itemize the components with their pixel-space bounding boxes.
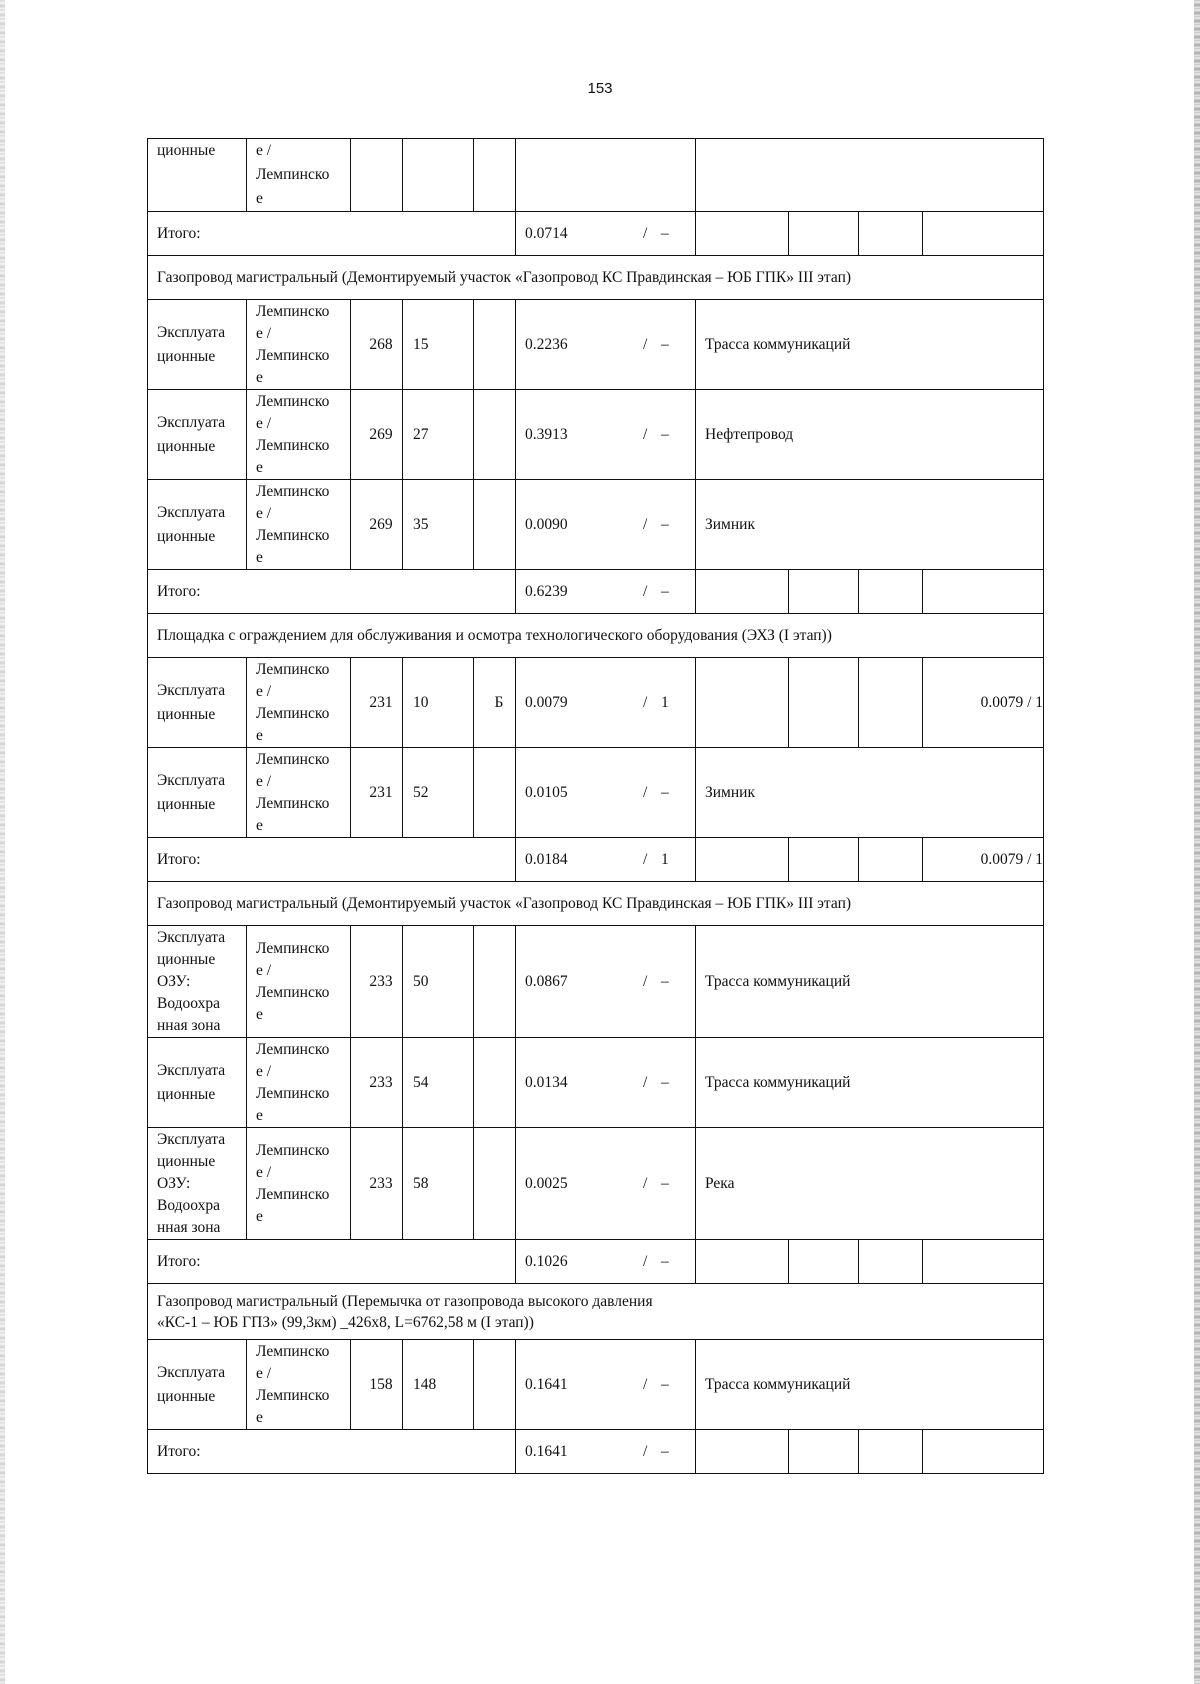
data-row	[148, 658, 1044, 748]
row-category: Эксплуата ционные	[148, 1038, 247, 1128]
area-secondary: –	[661, 224, 669, 242]
area-secondary: 1	[661, 850, 669, 868]
row-purpose: Нефтепровод	[696, 390, 1044, 480]
row-category: Эксплуата ционные	[148, 480, 247, 570]
row-field: Лемпинско е / Лемпинско е	[247, 658, 351, 748]
row-field: Лемпинско е / Лемпинско е	[247, 1340, 351, 1430]
data-row	[148, 480, 1044, 570]
area-cell	[516, 1340, 696, 1430]
area-value: 0.0184	[525, 850, 568, 868]
total-label: Итого:	[148, 212, 516, 256]
plot-number: 58	[403, 1128, 474, 1240]
row-purpose: Трасса коммуникаций	[696, 1038, 1044, 1128]
cadastral-quarter: 268	[351, 300, 403, 390]
area-separator: /	[643, 224, 648, 242]
area-secondary: –	[661, 515, 669, 533]
area-cell	[516, 926, 696, 1038]
row-category: Эксплуата ционные	[148, 658, 247, 748]
total-empty-2	[789, 838, 859, 882]
area-wrap	[525, 1250, 695, 1274]
area-separator: /	[643, 972, 648, 990]
data-row	[148, 1340, 1044, 1430]
total-rhs	[923, 1240, 1044, 1284]
area-wrap	[525, 970, 695, 994]
area-secondary: –	[661, 972, 669, 990]
area-cell	[516, 300, 696, 390]
row-category: ционные	[148, 139, 247, 212]
row-category: Эксплуата ционные	[148, 1340, 247, 1430]
area-wrap	[525, 1440, 695, 1464]
area-wrap	[525, 848, 695, 872]
area-secondary: –	[661, 1073, 669, 1091]
total-empty-3	[859, 838, 923, 882]
area-wrap	[525, 1071, 695, 1095]
area-value: 0.2236	[525, 335, 568, 353]
plot-letter	[474, 390, 516, 480]
area-wrap	[525, 333, 695, 357]
cadastral-quarter: 233	[351, 926, 403, 1038]
total-label: Итого:	[148, 1430, 516, 1474]
row-field: Лемпинско е / Лемпинско е	[247, 748, 351, 838]
area-wrap	[525, 222, 695, 246]
continued-row	[148, 139, 1044, 212]
plot-number: 148	[403, 1340, 474, 1430]
area-separator: /	[643, 693, 648, 711]
area-wrap	[525, 1373, 695, 1397]
total-label: Итого:	[148, 570, 516, 614]
total-rhs: 0.0079 / 1	[923, 838, 1044, 882]
total-rhs	[923, 212, 1044, 256]
row-purpose: Трасса коммуникаций	[696, 1340, 1044, 1430]
row-num1	[351, 139, 403, 212]
area-wrap	[525, 691, 695, 715]
area-separator: /	[643, 515, 648, 533]
area-secondary: –	[661, 425, 669, 443]
total-empty-1	[696, 570, 789, 614]
plot-number: 10	[403, 658, 474, 748]
row-rhs: 0.0079 / 1	[923, 658, 1044, 748]
area-value: 0.0079	[525, 693, 568, 711]
total-row	[148, 1430, 1044, 1474]
row-num2	[403, 139, 474, 212]
total-empty-2	[789, 1240, 859, 1284]
area-cell	[516, 480, 696, 570]
area-separator: /	[643, 335, 648, 353]
area-wrap	[525, 513, 695, 537]
cadastral-quarter: 269	[351, 480, 403, 570]
total-label: Итого:	[148, 1240, 516, 1284]
total-empty-2	[789, 570, 859, 614]
row-purpose: Трасса коммуникаций	[696, 300, 1044, 390]
total-empty-2	[789, 212, 859, 256]
plot-letter: Б	[474, 658, 516, 748]
section-title: Площадка с ограждением для обслуживания и осмотра технологического оборудования (ЭХЗ (I этап))	[148, 614, 1044, 658]
area-cell	[516, 748, 696, 838]
plot-number: 50	[403, 926, 474, 1038]
total-empty-3	[859, 1430, 923, 1474]
row-field: Лемпинско е / Лемпинско е	[247, 1038, 351, 1128]
scan-edge-left	[0, 0, 5, 1684]
area-cell	[516, 1430, 696, 1474]
data-row	[148, 1128, 1044, 1240]
area-wrap	[525, 423, 695, 447]
area-value: 0.0867	[525, 972, 568, 990]
total-empty-3	[859, 212, 923, 256]
cadastral-quarter: 231	[351, 658, 403, 748]
area-separator: /	[643, 582, 648, 600]
area-value: 0.1641	[525, 1442, 568, 1460]
row-field: Лемпинско е / Лемпинско е	[247, 1128, 351, 1240]
area-cell	[516, 570, 696, 614]
area-value: 0.6239	[525, 582, 568, 600]
data-row	[148, 926, 1044, 1038]
page-number: 153	[587, 80, 613, 97]
plot-number: 52	[403, 748, 474, 838]
area-separator: /	[643, 1252, 648, 1270]
plot-number: 54	[403, 1038, 474, 1128]
plot-letter	[474, 1038, 516, 1128]
scan-edge-right	[1194, 0, 1200, 1684]
area-secondary: –	[661, 1375, 669, 1393]
data-row	[148, 300, 1044, 390]
section-title: Газопровод магистральный (Перемычка от газопровода высокого давления «КС-1 – ЮБ ГПЗ» (99,3км) _426х8, L=6762,58 м (I этап))	[148, 1284, 1044, 1340]
total-rhs	[923, 570, 1044, 614]
total-empty-1	[696, 838, 789, 882]
section-title-row	[148, 614, 1044, 658]
area-cell	[516, 390, 696, 480]
row-category: Эксплуата ционные	[148, 748, 247, 838]
area-value: 0.0714	[525, 224, 568, 242]
area-value: 0.0090	[525, 515, 568, 533]
cadastral-quarter: 158	[351, 1340, 403, 1430]
total-empty-3	[859, 1240, 923, 1284]
area-secondary: 1	[661, 693, 669, 711]
section-title-row	[148, 882, 1044, 926]
area-secondary: –	[661, 582, 669, 600]
area-separator: /	[643, 1375, 648, 1393]
area-secondary: –	[661, 783, 669, 801]
row-purpose: Зимник	[696, 480, 1044, 570]
row-field: Лемпинско е / Лемпинско е	[247, 300, 351, 390]
area-secondary: –	[661, 1442, 669, 1460]
area-cell	[516, 212, 696, 256]
area-separator: /	[643, 425, 648, 443]
row-field: Лемпинско е / Лемпинско е	[247, 480, 351, 570]
row-category: Эксплуата ционные ОЗУ: Водоохра нная зона	[148, 1128, 247, 1240]
area-cell	[516, 1038, 696, 1128]
area-wrap	[525, 781, 695, 805]
cadastral-quarter: 233	[351, 1038, 403, 1128]
area-value: 0.1026	[525, 1252, 568, 1270]
row-purpose: Трасса коммуникаций	[696, 926, 1044, 1038]
total-empty-3	[859, 570, 923, 614]
area-secondary: –	[661, 1174, 669, 1192]
plot-number: 35	[403, 480, 474, 570]
row-category: Эксплуата ционные ОЗУ: Водоохра нная зона	[148, 926, 247, 1038]
area-cell	[516, 1128, 696, 1240]
total-label: Итого:	[148, 838, 516, 882]
section-title: Газопровод магистральный (Демонтируемый участок «Газопровод КС Правдинская – ЮБ ГПК» III этап)	[148, 882, 1044, 926]
area-secondary: –	[661, 1252, 669, 1270]
area-separator: /	[643, 1073, 648, 1091]
row-empty-1	[696, 658, 789, 748]
area-value: 0.0134	[525, 1073, 568, 1091]
area-separator: /	[643, 850, 648, 868]
area-wrap	[525, 580, 695, 604]
data-row	[148, 390, 1044, 480]
cadastral-quarter: 269	[351, 390, 403, 480]
row-purpose	[696, 139, 1044, 212]
section-title-row	[148, 256, 1044, 300]
table-body	[148, 139, 1044, 1474]
total-empty-1	[696, 1430, 789, 1474]
row-field: Лемпинско е / Лемпинско е	[247, 926, 351, 1038]
row-purpose: Река	[696, 1128, 1044, 1240]
area-value: 0.3913	[525, 425, 568, 443]
plot-letter	[474, 748, 516, 838]
plot-letter	[474, 300, 516, 390]
plot-letter	[474, 480, 516, 570]
area-separator: /	[643, 1174, 648, 1192]
area-cell	[516, 838, 696, 882]
plot-number: 15	[403, 300, 474, 390]
data-row	[148, 748, 1044, 838]
total-empty-1	[696, 212, 789, 256]
area-wrap	[525, 1172, 695, 1196]
cadastral-quarter: 233	[351, 1128, 403, 1240]
plot-letter	[474, 1340, 516, 1430]
data-row	[148, 1038, 1044, 1128]
row-empty-3	[859, 658, 923, 748]
total-empty-2	[789, 1430, 859, 1474]
section-title: Газопровод магистральный (Демонтируемый участок «Газопровод КС Правдинская – ЮБ ГПК» III этап)	[148, 256, 1044, 300]
area-separator: /	[643, 1442, 648, 1460]
total-empty-1	[696, 1240, 789, 1284]
area-value: 0.0025	[525, 1174, 568, 1192]
total-rhs	[923, 1430, 1044, 1474]
land-plots-table	[147, 138, 1044, 1474]
plot-letter	[474, 1128, 516, 1240]
section-title-row	[148, 1284, 1044, 1340]
area-value: 0.1641	[525, 1375, 568, 1393]
total-row	[148, 838, 1044, 882]
row-purpose: Зимник	[696, 748, 1044, 838]
row-area	[516, 139, 696, 212]
row-field: е / Лемпинско е	[247, 139, 351, 212]
area-cell	[516, 1240, 696, 1284]
plot-letter	[474, 926, 516, 1038]
row-category: Эксплуата ционные	[148, 390, 247, 480]
row-field: Лемпинско е / Лемпинско е	[247, 390, 351, 480]
plot-number: 27	[403, 390, 474, 480]
row-empty-2	[789, 658, 859, 748]
area-value: 0.0105	[525, 783, 568, 801]
total-row	[148, 1240, 1044, 1284]
area-secondary: –	[661, 335, 669, 353]
area-separator: /	[643, 783, 648, 801]
cadastral-quarter: 231	[351, 748, 403, 838]
total-row	[148, 212, 1044, 256]
row-category: Эксплуата ционные	[148, 300, 247, 390]
area-cell	[516, 658, 696, 748]
row-letter	[474, 139, 516, 212]
total-row	[148, 570, 1044, 614]
